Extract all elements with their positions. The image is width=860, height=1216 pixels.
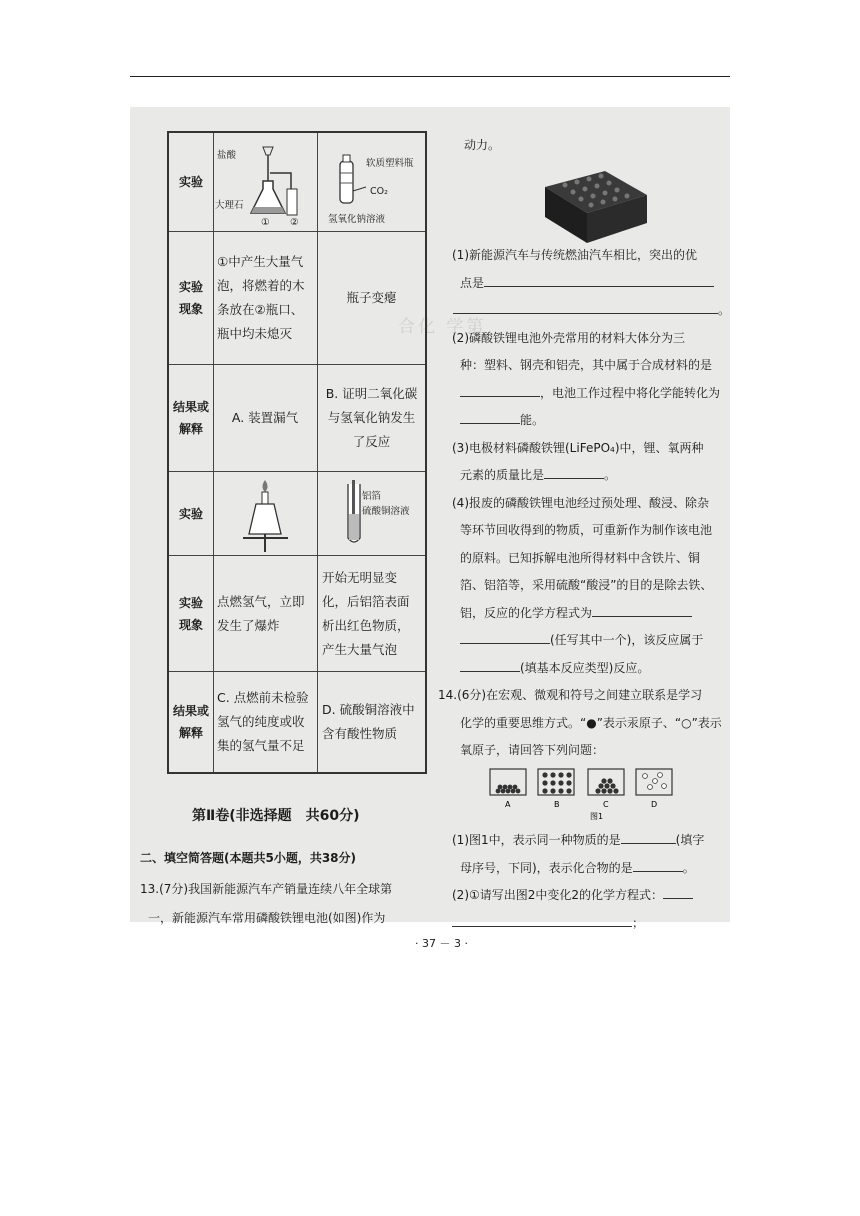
label-n2: ②	[290, 217, 299, 228]
table-row	[169, 472, 425, 556]
phenomenon-b: 瓶子变瘪	[346, 290, 397, 305]
question-13-parts: (1)新能源汽车与传统燃油汽车相比，突出的优 点是 。 (2)磷酸铁锂电池外壳常用的材料大体分为三 种：塑料、钢壳和铝壳，其中属于合成材料的是 ，电池工作过程中将化学能转化为 能。 (3)电极材料磷酸铁锂(LiFePO₄)中，锂、氧两种 元素的质量比是 。 (4)报废的磷酸铁锂电池经过预处理、酸浸、除杂 等环节回收得到的物质，可重新作为制作该电池 的原料。已知拆解电池所得材料中含铁片、铜 箔、铝箔等，采用硫酸“酸浸”的目的是除去铁、 铝，反应的化学方程式为 (任写其中一个)，该反应属于 (填基本反应类型)反应。 14.(6分)在宏观、微观和符号之间建立联系是学习 化学的重要思维方式。“●”表示汞原子、“○”表示 氧原子，请回答下列问题：	[438, 248, 730, 757]
answer-blank[interactable]	[544, 478, 604, 479]
apparatus-d	[318, 472, 425, 555]
figure-label: A	[505, 800, 511, 809]
header-rule	[130, 76, 730, 77]
explanation-a: A. 装置漏气	[231, 410, 299, 425]
apparatus-a	[213, 133, 318, 231]
bleed-through-text: 合化 学第	[398, 317, 487, 337]
label-cuso4: 硫酸铜溶液	[362, 506, 410, 517]
answer-blank[interactable]	[663, 898, 693, 899]
figure-label: D	[651, 800, 658, 809]
row-label: 实验	[178, 175, 203, 189]
table-row	[169, 133, 425, 232]
answer-blank[interactable]	[460, 396, 540, 397]
battery-pack-icon	[535, 165, 650, 245]
phenomenon-d: 开始无明显变化，后铝箔表面析出红色物质，产生大量气泡	[322, 569, 410, 657]
row-label: 解释	[178, 726, 203, 740]
question-13-intro: 13.(7分)我国新能源汽车产销量连续八年全球第 一，新能源汽车常用磷酸铁锂电池(如图)作为	[140, 882, 393, 925]
answer-blank[interactable]	[452, 926, 632, 927]
row-label: 现象	[178, 302, 203, 316]
answer-blank[interactable]	[633, 871, 683, 872]
q13-intro-end: 动力。	[464, 138, 501, 152]
label-co2: CO₂	[370, 186, 388, 197]
figure-label: C	[603, 800, 609, 809]
experiment-table	[167, 131, 427, 774]
section-subtitle: 二、填空简答题(本题共5小题，共38分)	[140, 851, 357, 865]
row-label: 结果或	[172, 704, 209, 718]
explanation-c: C. 点燃前未检验氢气的纯度或收集的氢气量不足	[217, 690, 309, 753]
label-acid: 盐酸	[217, 150, 237, 161]
hydrogen-burning-icon	[213, 472, 318, 556]
figure-caption: 图1	[590, 812, 604, 821]
page-number: · 37 － 3 ·	[415, 937, 468, 950]
explanation-b: B. 证明二氧化碳与氢氧化钠发生了反应	[325, 386, 418, 449]
answer-blank[interactable]	[592, 616, 692, 617]
figure-1-particles	[490, 767, 710, 822]
explanation-d: D. 硫酸铜溶液中含有酸性物质	[322, 702, 415, 741]
apparatus-c	[213, 472, 318, 555]
figure-label: B	[554, 800, 560, 809]
answer-blank[interactable]	[460, 643, 550, 644]
label-marble: 大理石	[215, 200, 244, 211]
table-row	[169, 365, 425, 472]
answer-blank[interactable]	[484, 286, 714, 287]
answer-blank[interactable]	[460, 671, 520, 672]
label-bottle: 软质塑料瓶	[366, 158, 414, 169]
row-label: 现象	[178, 617, 203, 632]
answer-blank[interactable]	[460, 423, 520, 424]
apparatus-b	[318, 133, 425, 231]
label-naoh: 氢氧化钠溶液	[328, 214, 386, 225]
row-label: 解释	[178, 422, 203, 436]
scanned-page	[130, 107, 730, 930]
table-row	[169, 672, 425, 772]
row-label: 实验	[178, 506, 203, 521]
row-label: 结果或	[172, 400, 209, 414]
phenomenon-a: ①中产生大量气泡，将燃着的木条放在②瓶口、瓶中均未熄灭	[217, 254, 305, 341]
row-label: 实验	[178, 280, 203, 294]
label-n1: ①	[261, 217, 270, 228]
table-row	[169, 232, 425, 365]
answer-blank[interactable]	[621, 843, 676, 844]
section-title: 第Ⅱ卷(非选择题 共60分)	[192, 808, 360, 824]
row-label: 实验	[178, 595, 203, 610]
label-foil: 铝箔	[362, 491, 382, 502]
phenomenon-c: 点燃氢气，立即发生了爆炸	[217, 593, 305, 633]
question-14-parts: (1)图1中，表示同一种物质的是 (填字 母序号，下同)，表示化合物的是 。 (2)①请写出图2中变化2的化学方程式： ；	[452, 833, 705, 930]
question-14-title: 14.(6分)在宏观、微观和符号之间建立联系是学习	[438, 688, 703, 702]
answer-blank[interactable]	[453, 313, 718, 314]
table-row	[169, 556, 425, 672]
